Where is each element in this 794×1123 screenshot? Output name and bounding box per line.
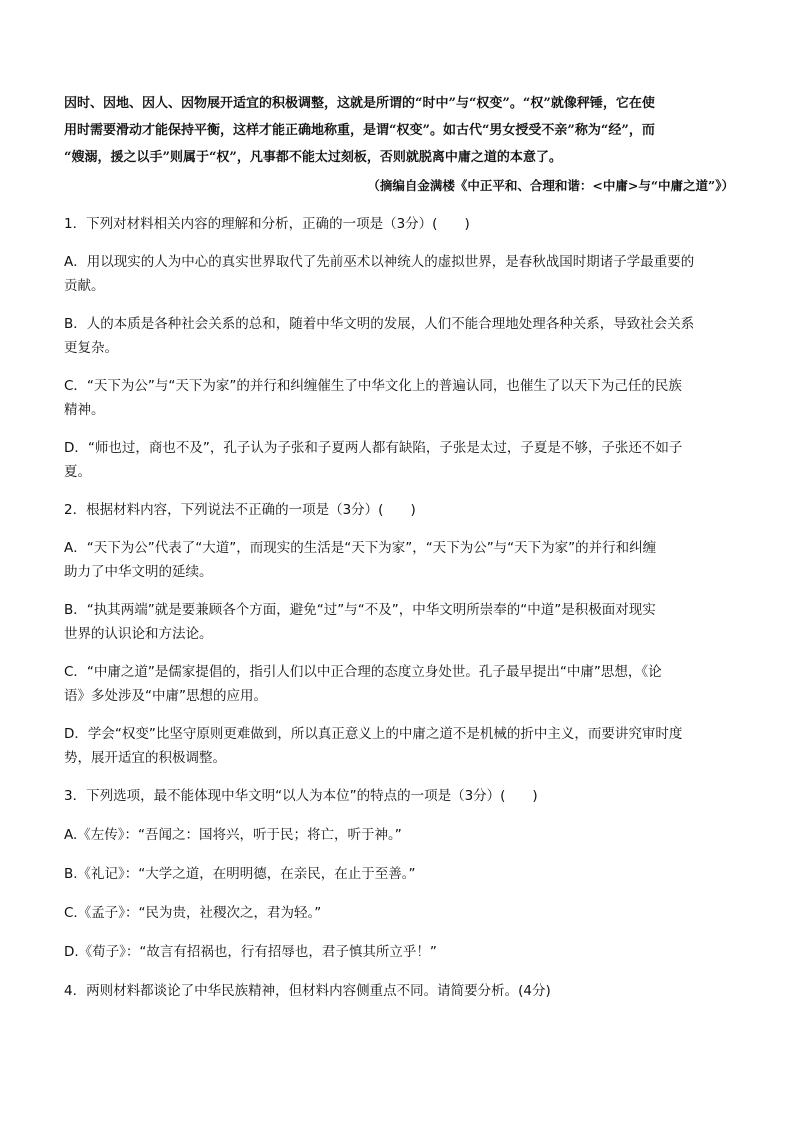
option-line: C．“天下为公”与“天下为家”的并行和纠缠催生了中华文化上的普遍认同，也催生了以天下为己任的民族 [64,378,682,394]
option-line: A.《左传》：“吾闻之：国将兴，听于民；将亡，听于神。” [64,827,402,843]
option-line: 世界的认识论和方法论。 [64,626,213,642]
option-line: C.《孟子》：“民为贵，社稷次之，君为轻。” [64,905,322,921]
question-stem: 3．下列选项，最不能体现中华文明“以人为本位”的特点的一项是（3分）( ) [64,788,538,804]
option-line: D.《荀子》：“故言有招祸也，行有招辱也，君子慎其所立乎！” [64,944,437,960]
option-line: 更复杂。 [64,340,118,356]
source-citation: （摘编自金满楼《中正平和、合理和谐：<中庸>与“中庸之道”》） [367,178,734,193]
option-line: B.《礼记》：“大学之道，在明明德，在亲民，在止于至善。” [64,866,416,882]
option-line: 精神。 [64,402,105,418]
passage-line: 用时需要滑动才能保持平衡，这样才能正确地称重，是谓“权变”。如古代“男女授受不亲”称为“经”，而 [64,123,655,138]
option-line: 助力了中华文明的延续。 [64,564,213,580]
option-line: C．“中庸之道”是儒家提倡的，指引人们以中正合理的态度立身处世。孔子最早提出“中庸”思想，《论 [64,664,662,680]
passage-line: “嫂溺，援之以手”则属于“权”，凡事都不能太过刻板，否则就脱离中庸之道的本意了。 [64,150,562,165]
option-line: B．“执其两端”就是要兼顾各个方面，避免“过”与“不及”，中华文明所崇奉的“中道”是积极面对现实 [64,602,656,618]
option-line: A．“天下为公”代表了“大道”，而现实的生活是“天下为家”，“天下为公”与“天下为家”的并行和纠缠 [64,540,657,556]
option-line: A．用以现实的人为中心的真实世界取代了先前巫术以神统人的虚拟世界，是春秋战国时期诸子学最重要的 [64,254,695,270]
question-stem: 4．两则材料都谈论了中华民族精神，但材料内容侧重点不同。请简要分析。(4分) [64,983,551,999]
question-stem: 2．根据材料内容，下列说法不正确的一项是（3分）( ) [64,502,416,518]
option-line: D．“师也过，商也不及”，孔子认为子张和子夏两人都有缺陷，子张是太过，子夏是不够，子张还不如子 [64,440,683,456]
question-stem: 1．下列对材料相关内容的理解和分析，正确的一项是（3分）( ) [64,216,470,232]
option-line: B．人的本质是各种社会关系的总和，随着中华文明的发展，人们不能合理地处理各种关系，导致社会关系 [64,316,695,332]
option-line: 贡献。 [64,278,105,294]
question-list [64,212,734,1003]
passage-line: 因时、因地、因人、因物展开适宜的积极调整，这就是所谓的“时中”与“权变”。“权”就像秤锤，它在使 [64,96,655,111]
option-line: 语》多处涉及“中庸”思想的应用。 [64,688,267,704]
option-line: D．学会“权变”比坚守原则更难做到，所以真正意义上的中庸之道不是机械的折中主义，而要讲究审时度 [64,726,683,742]
passage-excerpt [64,90,734,171]
option-line: 势，展开适宜的积极调整。 [64,750,226,766]
option-line: 夏。 [64,464,91,480]
